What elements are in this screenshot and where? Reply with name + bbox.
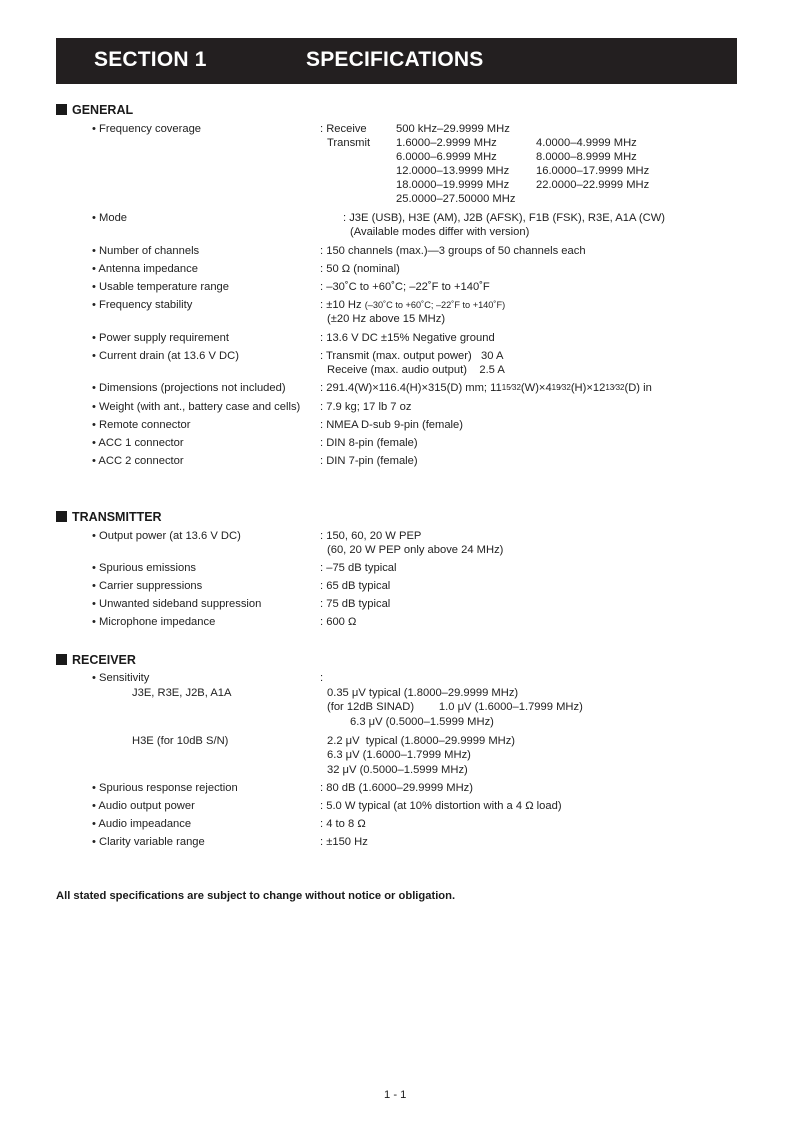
output-note: (60, 20 W PEP only above 24 MHz) [327, 544, 504, 556]
freq-tx-range: 8.0000–8.9999 MHz [536, 151, 637, 163]
remote-label: • Remote connector [92, 419, 191, 431]
freq-receive-value: 500 kHz–29.9999 MHz [396, 123, 510, 135]
h3e-line1: 2.2 μV typical (1.8000–29.9999 MHz) [327, 735, 516, 747]
section-title: SPECIFICATIONS [306, 48, 484, 71]
spurious-value: : –75 dB typical [320, 562, 397, 574]
disclaimer-note: All stated specifications are subject to change without notice or obligation. [56, 890, 456, 902]
transmitter-heading: TRANSMITTER [56, 510, 162, 524]
square-bullet-icon [56, 511, 67, 522]
square-bullet-icon [56, 104, 67, 115]
freq-tx-range: 18.0000–19.9999 MHz [396, 179, 510, 191]
acc2-label: • ACC 2 connector [92, 455, 184, 467]
output-value: : 150, 60, 20 W PEP [320, 530, 422, 542]
audio-output-value: : 5.0 W typical (at 10% distortion with a 4 Ω load) [320, 800, 562, 812]
j3e-line1: 0.35 μV typical (1.8000–29.9999 MHz) [327, 687, 519, 699]
general-heading: GENERAL [56, 103, 133, 117]
freq-tx-range: 4.0000–4.9999 MHz [536, 137, 637, 149]
antenna-label: • Antenna impedance [92, 263, 198, 275]
clarity-value: : ±150 Hz [320, 836, 368, 848]
page-number: 1 - 1 [384, 1089, 407, 1101]
mic-label: • Microphone impedance [92, 616, 216, 628]
spur-rejection-label: • Spurious response rejection [92, 782, 238, 794]
j3e-line2: (for 12dB SINAD) 1.0 μV (1.6000–1.7999 MHz) [327, 701, 583, 713]
carrier-value: : 65 dB typical [320, 580, 391, 592]
freq-tx-range: 16.0000–17.9999 MHz [536, 165, 650, 177]
audio-impedance-label: • Audio impeadance [92, 818, 192, 830]
square-bullet-icon [56, 654, 67, 665]
temp-label: • Usable temperature range [92, 281, 229, 293]
current-receive: Receive (max. audio output) 2.5 A [327, 364, 505, 376]
j3e-line3: 6.3 μV (0.5000–1.5999 MHz) [350, 716, 494, 728]
stability-label: • Frequency stability [92, 299, 193, 311]
antenna-value: : 50 Ω (nominal) [320, 263, 400, 275]
remote-value: : NMEA D-sub 9-pin (female) [320, 419, 463, 431]
freq-transmit-label: Transmit [327, 137, 371, 149]
dimensions-value: : 291.4(W)×116.4(H)×315(D) mm; 1115⁄32(W)×419⁄32(H)×1213⁄32(D) in [320, 382, 652, 394]
freq-label: • Frequency coverage [92, 123, 202, 135]
sideband-value: : 75 dB typical [320, 598, 391, 610]
audio-output-label: • Audio output power [92, 800, 195, 812]
temp-value: : –30˚C to +60˚C; –22˚F to +140˚F [320, 281, 490, 293]
freq-tx-range: 1.6000–2.9999 MHz [396, 137, 497, 149]
current-transmit: : Transmit (max. output power) 30 A [320, 350, 504, 362]
mode-label: • Mode [92, 212, 128, 224]
receiver-heading: RECEIVER [56, 653, 136, 667]
freq-receive-label: : Receive [320, 123, 367, 135]
acc2-value: : DIN 7-pin (female) [320, 455, 418, 467]
h3e-label: H3E (for 10dB S/N) [132, 735, 229, 747]
output-label: • Output power (at 13.6 V DC) [92, 530, 241, 542]
section-number: SECTION 1 [94, 48, 207, 71]
power-label: • Power supply requirement [92, 332, 229, 344]
mode-note: (Available modes differ with version) [350, 226, 530, 238]
spurious-label: • Spurious emissions [92, 562, 197, 574]
clarity-label: • Clarity variable range [92, 836, 205, 848]
h3e-line3: 32 μV (0.5000–1.5999 MHz) [327, 764, 468, 776]
h3e-line2: 6.3 μV (1.6000–1.7999 MHz) [327, 749, 471, 761]
sensitivity-colon: : [320, 672, 324, 684]
audio-impedance-value: : 4 to 8 Ω [320, 818, 366, 830]
current-label: • Current drain (at 13.6 V DC) [92, 350, 239, 362]
sideband-label: • Unwanted sideband suppression [92, 598, 262, 610]
spur-rejection-value: : 80 dB (1.6000–29.9999 MHz) [320, 782, 473, 794]
sensitivity-label: • Sensitivity [92, 672, 150, 684]
section-header [56, 38, 737, 84]
acc1-value: : DIN 8-pin (female) [320, 437, 418, 449]
weight-label: • Weight (with ant., battery case and cells) [92, 401, 301, 413]
mic-value: : 600 Ω [320, 616, 357, 628]
mode-value: : J3E (USB), H3E (AM), J2B (AFSK), F1B (FSK), R3E, A1A (CW) [343, 212, 666, 224]
stability-note: (±20 Hz above 15 MHz) [327, 313, 446, 325]
freq-tx-range: 22.0000–22.9999 MHz [536, 179, 650, 191]
dimensions-label: • Dimensions (projections not included) [92, 382, 286, 394]
j3e-label: J3E, R3E, J2B, A1A [132, 687, 232, 699]
channels-label: • Number of channels [92, 245, 200, 257]
weight-value: : 7.9 kg; 17 lb 7 oz [320, 401, 412, 413]
freq-tx-range: 25.0000–27.50000 MHz [396, 193, 516, 205]
channels-value: : 150 channels (max.)—3 groups of 50 channels each [320, 245, 586, 257]
freq-tx-range: 6.0000–6.9999 MHz [396, 151, 497, 163]
carrier-label: • Carrier suppressions [92, 580, 203, 592]
stability-value: : ±10 Hz (–30˚C to +60˚C; –22˚F to +140˚F) [320, 299, 506, 311]
power-value: : 13.6 V DC ±15% Negative ground [320, 332, 495, 344]
acc1-label: • ACC 1 connector [92, 437, 184, 449]
freq-tx-range: 12.0000–13.9999 MHz [396, 165, 510, 177]
